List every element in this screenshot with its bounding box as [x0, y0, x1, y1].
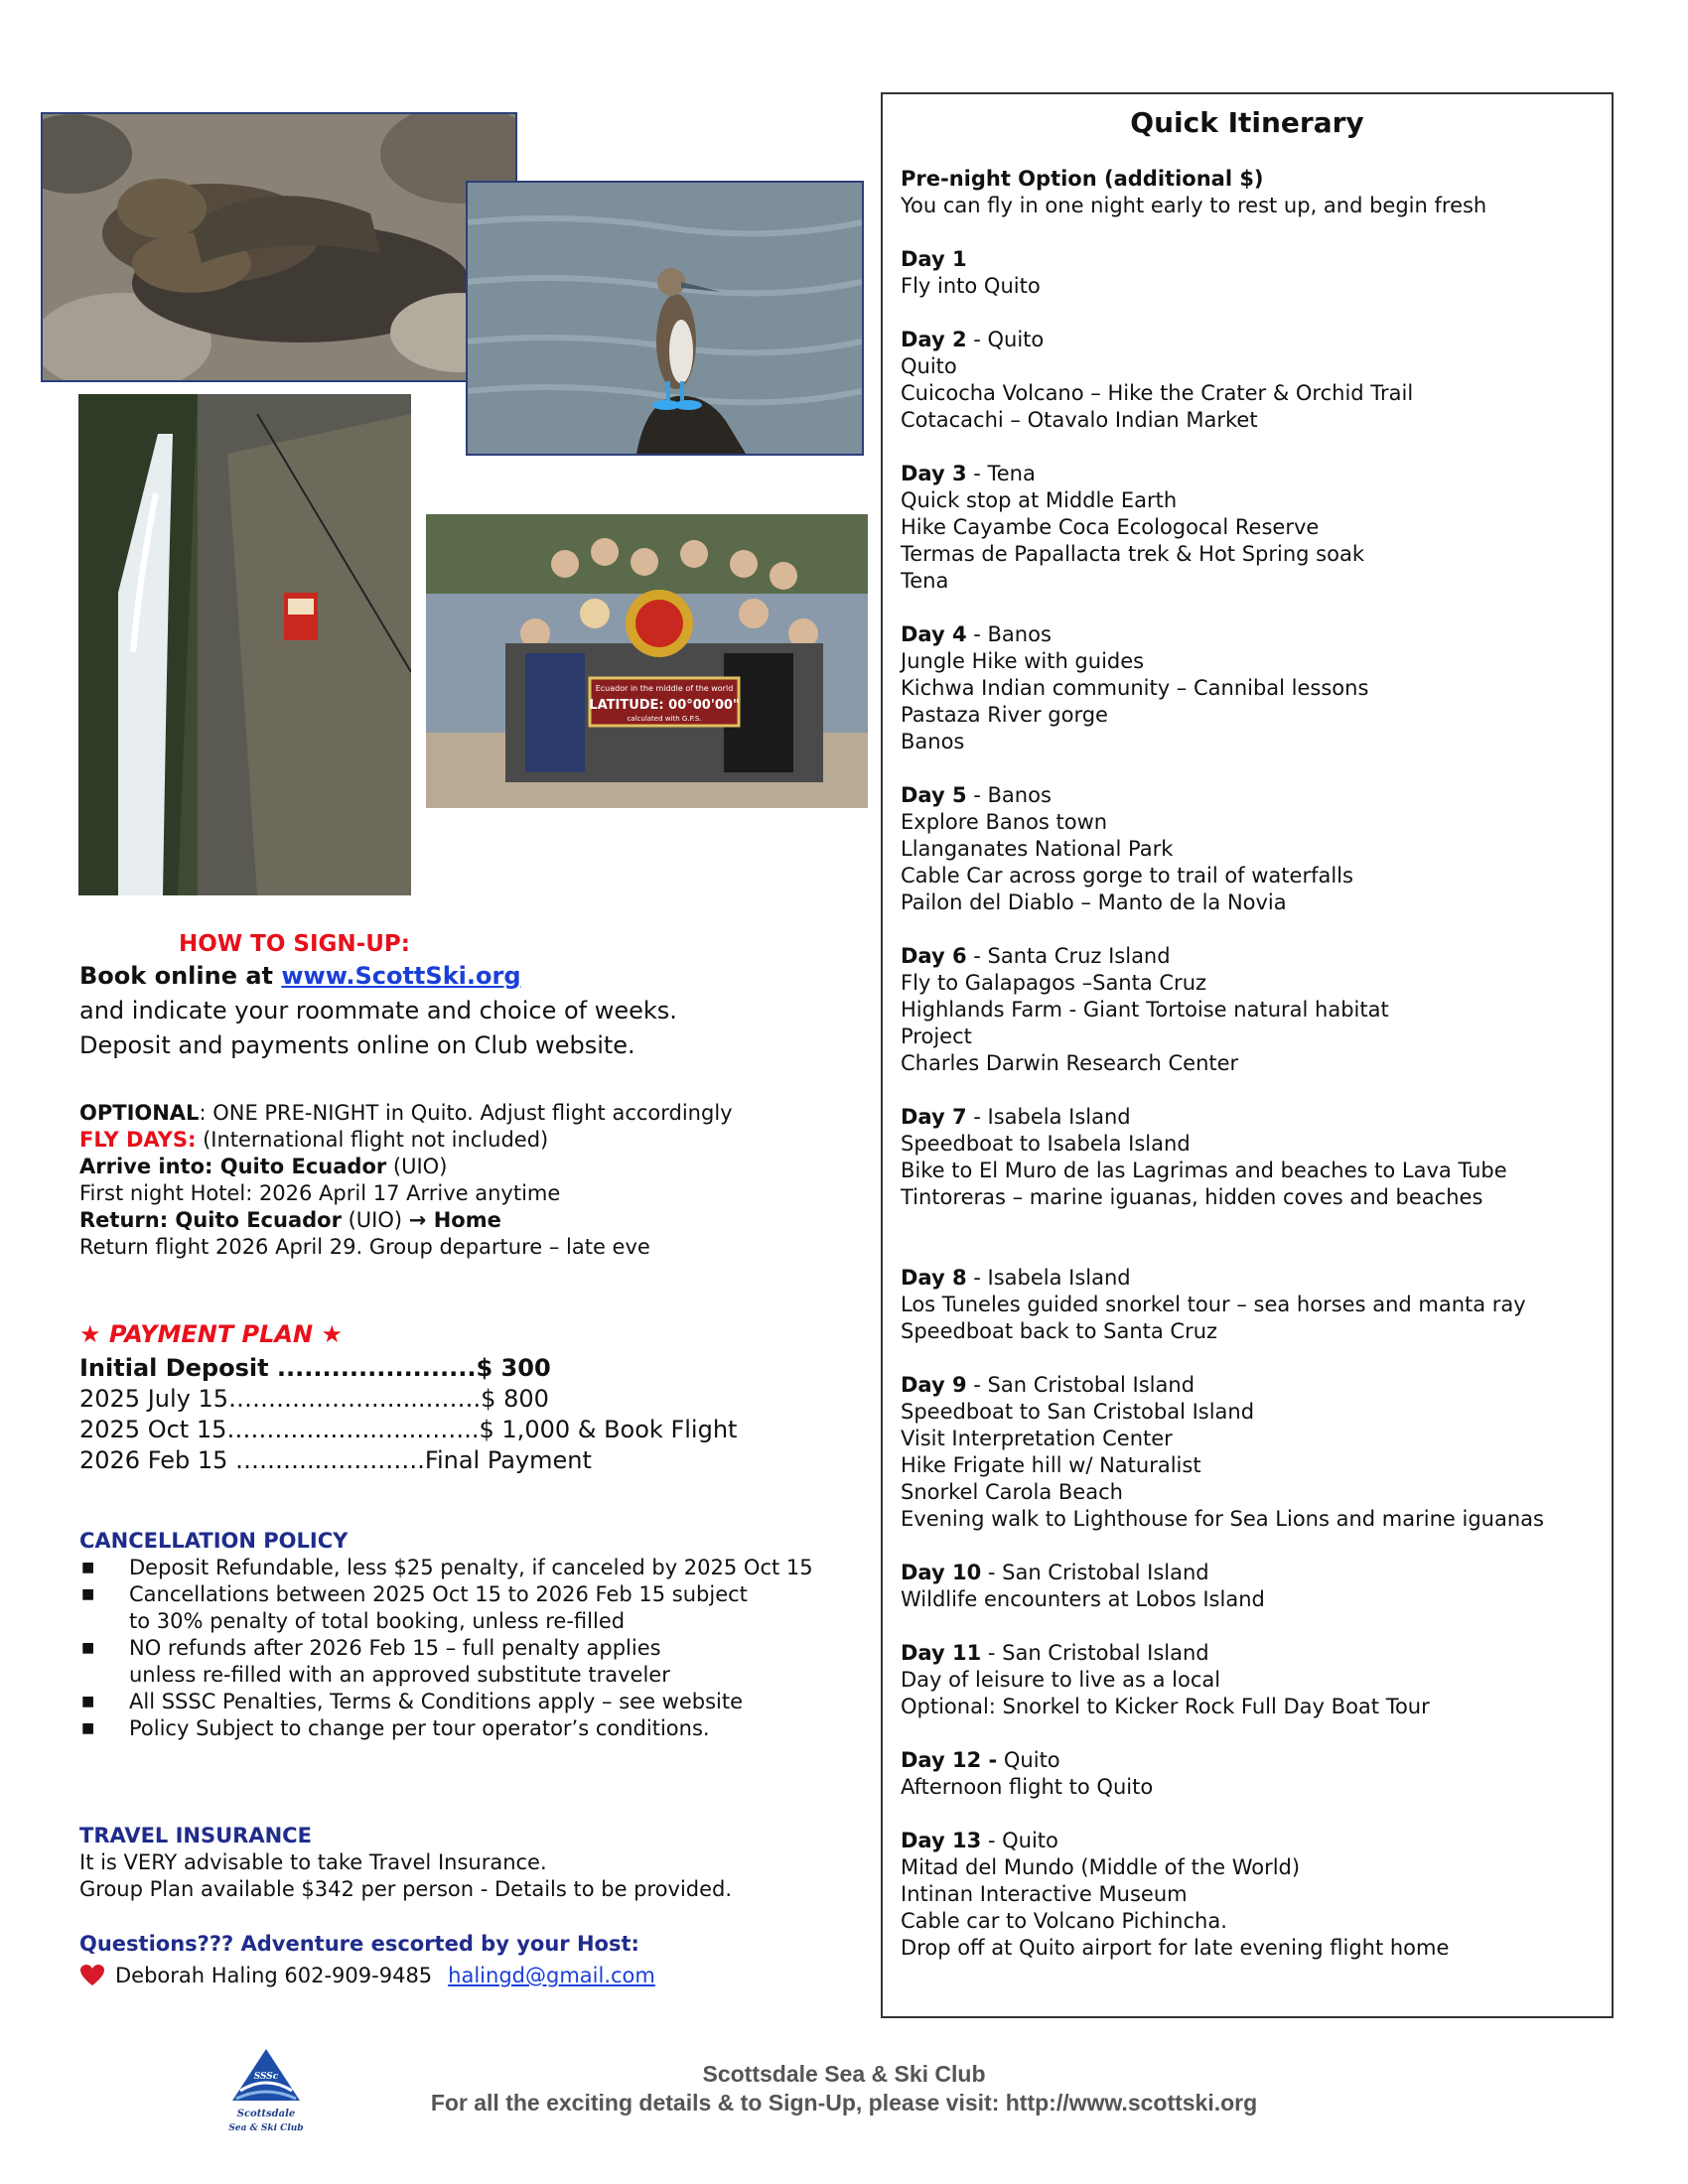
return-flight: Return flight 2026 April 29. Group departure – late eve: [79, 1235, 650, 1259]
itinerary-day-heading: [901, 621, 1606, 648]
itinerary-line: Hike Frigate hill w/ Naturalist: [901, 1453, 1201, 1477]
list-item: ■ NO refunds after 2026 Feb 15 – full penalty applies unless re-filled with an approved substitute traveler: [81, 1636, 670, 1687]
itinerary-line: Afternoon flight to Quito: [901, 1775, 1154, 1799]
itinerary-day: [901, 782, 1606, 916]
insurance-line2: Group Plan available $342 per person - Details to be provided.: [79, 1877, 733, 1901]
cancellation-title: CANCELLATION POLICY: [79, 1529, 349, 1553]
first-night: First night Hotel: 2026 April 17 Arrive anytime: [79, 1181, 561, 1205]
itinerary-box: [881, 92, 1614, 2018]
itinerary-day-heading: [901, 1828, 1606, 1854]
day-label: Day 13: [901, 1829, 982, 1852]
day-place: - San Cristobal Island: [966, 1373, 1196, 1397]
itinerary-day-heading: [901, 327, 1606, 353]
itinerary-day-heading: [901, 166, 1606, 193]
day-label: Day 10: [901, 1561, 982, 1584]
itinerary-line: Tena: [901, 569, 949, 593]
day-place: - Tena: [966, 462, 1036, 485]
day-place: - San Cristobal Island: [981, 1641, 1209, 1665]
list-item: ■ Policy Subject to change per tour operator’s conditions.: [81, 1716, 710, 1740]
itinerary-line: Banos: [901, 730, 965, 753]
travel-insurance: [79, 1823, 894, 1903]
itinerary-day: [901, 1372, 1606, 1533]
booby-photo: [466, 181, 864, 456]
itinerary-line: Evening walk to Lighthouse for Sea Lions and marine iguanas: [901, 1507, 1544, 1531]
itinerary-line: Highlands Farm - Giant Tortoise natural habitat: [901, 998, 1389, 1022]
fly-days-label: FLY DAYS:: [79, 1128, 197, 1152]
itinerary-day-heading: [901, 943, 1606, 970]
itinerary-day: [901, 1640, 1606, 1720]
itinerary-line: Wildlife encounters at Lobos Island: [901, 1587, 1265, 1611]
signup-line3: Deposit and payments online on Club website.: [79, 1031, 635, 1059]
insurance-line1: It is VERY advisable to take Travel Insurance.: [79, 1850, 547, 1874]
day-place: - Banos: [966, 622, 1052, 646]
itinerary-line: Quick stop at Middle Earth: [901, 488, 1178, 512]
itinerary-day: [901, 1747, 1606, 1801]
iguana-photo: [41, 112, 517, 382]
itinerary-day-heading: [901, 1372, 1606, 1399]
itinerary-line: Mitad del Mundo (Middle of the World): [901, 1855, 1301, 1879]
itinerary-day-heading: [901, 1747, 1606, 1774]
group-photo: [426, 514, 868, 808]
payment-plan: [79, 1353, 874, 1476]
questions-text: Questions??? Adventure escorted by your Host:: [79, 1932, 639, 1956]
itinerary-line: Pailon del Diablo – Manto de la Novia: [901, 890, 1287, 914]
itinerary-line: Optional: Snorkel to Kicker Rock Full Day Boat Tour: [901, 1695, 1430, 1718]
monument-sign-latitude: LATITUDE: 00°00'00": [589, 698, 740, 713]
optional-label: OPTIONAL: [79, 1101, 200, 1125]
list-item: ■ Cancellations between 2025 Oct 15 to 2026 Feb 15 subject to 30% penalty of total booking, unless re-filled: [81, 1582, 748, 1633]
day-label: Day 7: [901, 1105, 967, 1129]
itinerary-day-heading: [901, 461, 1606, 487]
signup-title: HOW TO SIGN-UP:: [179, 931, 410, 957]
day-place: Quito: [997, 1748, 1060, 1772]
itinerary-day-heading: [901, 246, 1606, 273]
itinerary-day: [901, 1828, 1606, 1962]
scottski-link[interactable]: www.ScottSki.org: [281, 962, 521, 990]
itinerary-day-heading: [901, 1640, 1606, 1667]
itinerary-day: [901, 461, 1606, 595]
itinerary-day: [901, 327, 1606, 434]
itinerary-line: You can fly in one night early to rest up, and begin fresh: [901, 194, 1487, 217]
itinerary-line: Kichwa Indian community – Cannibal lessons: [901, 676, 1369, 700]
heart-icon: [79, 1964, 105, 1987]
itinerary-line: Drop off at Quito airport for late evening flight home: [901, 1936, 1450, 1960]
optional-text: : ONE PRE-NIGHT in Quito. Adjust flight accordingly: [199, 1101, 733, 1125]
monument-sign-line1: Ecuador in the middle of the world: [595, 684, 734, 693]
itinerary-day-heading: [901, 782, 1606, 809]
day-label: Day 3: [901, 462, 967, 485]
itinerary-line: Charles Darwin Research Center: [901, 1051, 1239, 1075]
day-label: Day 2: [901, 328, 967, 351]
logo-text-scottsdale: Scottsdale: [236, 2109, 296, 2119]
day-label: Day 11: [901, 1641, 982, 1665]
itinerary-day-heading: [901, 1265, 1606, 1292]
itinerary-day: [901, 246, 1606, 300]
day-label: Day 5: [901, 783, 967, 807]
itinerary-line: Cotacachi – Otavalo Indian Market: [901, 408, 1258, 432]
itinerary-line: Project: [901, 1024, 972, 1048]
itinerary-line: Llanganates National Park: [901, 837, 1174, 861]
cancellation-list: [79, 1555, 894, 1742]
itinerary-line: Jungle Hike with guides: [901, 649, 1145, 673]
itinerary-day: [901, 943, 1606, 1077]
waterfall-photo: [78, 394, 411, 895]
monument-sign-line3: calculated with G.P.S.: [627, 715, 702, 723]
itinerary-line: Snorkel Carola Beach: [901, 1480, 1123, 1504]
day-label: Day 9: [901, 1373, 967, 1397]
itinerary-line: Cable Car across gorge to trail of waterfalls: [901, 864, 1353, 887]
itinerary-line: Pastaza River gorge: [901, 703, 1108, 727]
day-label: Day 1: [901, 247, 967, 271]
day-label: Day 8: [901, 1266, 967, 1290]
itinerary-line: Bike to El Muro de las Lagrimas and beaches to Lava Tube: [901, 1159, 1507, 1182]
itinerary-line: Speedboat to Isabela Island: [901, 1132, 1191, 1156]
return-home: Home: [426, 1208, 501, 1232]
itinerary-line: Fly to Galapagos –Santa Cruz: [901, 971, 1207, 995]
day-place: - Santa Cruz Island: [966, 944, 1171, 968]
itinerary-line: Quito: [901, 354, 957, 378]
itinerary-line: Fly into Quito: [901, 274, 1041, 298]
host-name-phone: Deborah Haling 602-909-9485: [115, 1964, 433, 1987]
day-label: Pre-night Option (additional $): [901, 167, 1264, 191]
itinerary-day: [901, 1265, 1606, 1345]
book-online-label: Book online at: [79, 962, 282, 990]
fly-days-text: (International flight not included): [196, 1128, 549, 1152]
day-place: - Isabela Island: [966, 1105, 1131, 1129]
itinerary-line: Visit Interpretation Center: [901, 1427, 1173, 1450]
itinerary-line: Explore Banos town: [901, 810, 1108, 834]
list-item: ■ Deposit Refundable, less $25 penalty, if canceled by 2025 Oct 15: [81, 1556, 813, 1579]
itinerary-day: [901, 1104, 1606, 1211]
itinerary-line: Intinan Interactive Museum: [901, 1882, 1188, 1906]
day-place: - San Cristobal Island: [981, 1561, 1209, 1584]
itinerary-line: Cable car to Volcano Pichincha.: [901, 1909, 1227, 1933]
footer-visit-text: For all the exciting details & to Sign-Up, please visit: http://www.scottski.org: [430, 2090, 1258, 2116]
signup-line2: and indicate your roommate and choice of weeks.: [79, 997, 677, 1024]
day-place: - Isabela Island: [966, 1266, 1131, 1290]
footer-club-name: Scottsdale Sea & Ski Club: [702, 2061, 986, 2087]
list-item: ■ All SSSC Penalties, Terms & Conditions apply – see website: [81, 1690, 744, 1713]
itinerary-line: Tintoreras – marine iguanas, hidden coves and beaches: [901, 1185, 1483, 1209]
itinerary-day: [901, 621, 1606, 755]
itinerary-line: Termas de Papallacta trek & Hot Spring soak: [901, 542, 1364, 566]
optional-block: [79, 1100, 874, 1261]
return-code: (UIO): [341, 1208, 409, 1232]
arrive-code: (UIO): [386, 1155, 448, 1178]
logo-text-club: Sea & Ski Club: [228, 2123, 304, 2133]
day-label: Day 4: [901, 622, 967, 646]
day-place: - Quito: [966, 328, 1045, 351]
insurance-title: TRAVEL INSURANCE: [79, 1824, 312, 1847]
host-contact: [79, 1964, 655, 1987]
payment-row: 2026 Feb 15 ………..………….Final Payment: [79, 1446, 592, 1474]
itinerary-line: Hike Cayambe Coca Ecologocal Reserve: [901, 515, 1320, 539]
logo-text-sssc: SSSc: [253, 2072, 279, 2082]
itinerary-title: Quick Itinerary: [1130, 106, 1364, 139]
day-place: - Banos: [966, 783, 1052, 807]
itinerary-list: [901, 166, 1606, 1988]
day-label: Day 12 -: [901, 1748, 998, 1772]
return-label: Return: Quito Ecuador: [79, 1208, 342, 1232]
payment-plan-title: ★ PAYMENT PLAN ★: [79, 1320, 343, 1348]
initial-deposit: Initial Deposit ......................$ 300: [79, 1354, 551, 1382]
host-email-link[interactable]: halingd@gmail.com: [448, 1964, 655, 1987]
itinerary-line: Speedboat to San Cristobal Island: [901, 1400, 1255, 1424]
footer: [0, 2060, 1688, 2117]
day-place: - Quito: [981, 1829, 1058, 1852]
day-label: Day 6: [901, 944, 967, 968]
itinerary-day: [901, 166, 1606, 219]
itinerary-line: Speedboat back to Santa Cruz: [901, 1319, 1218, 1343]
signup-block: [79, 959, 854, 1063]
itinerary-day: [901, 1560, 1606, 1613]
itinerary-line: Cuicocha Volcano – Hike the Crater & Orchid Trail: [901, 381, 1414, 405]
payment-row: 2025 Oct 15……………….…..……..$ 1,000 & Book Flight: [79, 1416, 738, 1443]
itinerary-day-heading: [901, 1104, 1606, 1131]
itinerary-line: Day of leisure to live as a local: [901, 1668, 1221, 1692]
itinerary-line: Los Tuneles guided snorkel tour – sea horses and manta ray: [901, 1293, 1526, 1316]
arrow-right-icon: →: [408, 1208, 427, 1232]
payment-row: 2025 July 15……………….…...…….$ 800: [79, 1385, 549, 1413]
itinerary-day-heading: [901, 1560, 1606, 1586]
arrive-label: Arrive into: Quito Ecuador: [79, 1155, 387, 1178]
